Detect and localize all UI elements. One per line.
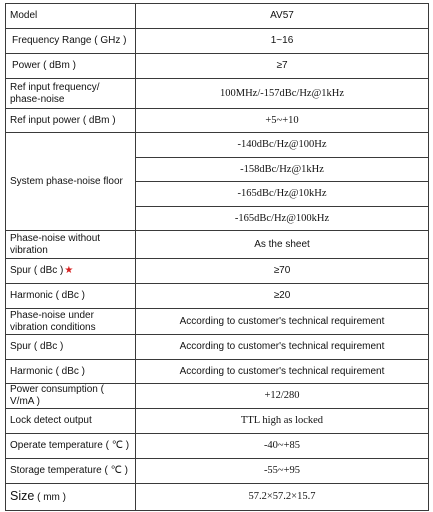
table-row-storage-temperature [6,459,429,484]
value-phase-noise-floor-1khz: -158dBc/Hz@1kHz [136,158,429,182]
table-row-ref-input-frequency [6,79,429,109]
spur-label-text: Spur ( dBc ) [10,265,64,276]
table-row-phase-noise-floor-1 [6,133,429,158]
size-label-text: Size [10,489,35,503]
star-icon: ★ [64,265,74,276]
table-row-harmonic [6,284,429,309]
value-phase-noise-under-vibration: According to customer's technical requirement [136,309,429,335]
label-power: Power ( dBm ) [6,54,136,79]
table-row-model [6,4,429,29]
label-lock-detect: Lock detect output [6,409,136,434]
value-model: AV57 [136,4,429,29]
label-frequency-range: Frequency Range ( GHz ) [6,29,136,54]
table-row-spur-vibration [6,335,429,360]
label-harmonic-vibration: Harmonic ( dBc ) [6,360,136,384]
value-size: 57.2×57.2×15.7 [136,484,429,511]
label-phase-noise-floor: System phase-noise floor [6,133,136,231]
spec-table [5,3,429,511]
label-power-consumption: Power consumption ( V/mA ) [6,384,136,409]
table-row-spur [6,259,429,284]
value-phase-noise-floor-10khz: -165dBc/Hz@10kHz [136,182,429,207]
table-row-operate-temperature [6,434,429,459]
size-unit-text: ( mm ) [34,492,66,503]
table-row-phase-noise-without-vibration [6,231,429,259]
value-ref-input-frequency: 100MHz/-157dBc/Hz@1kHz [136,79,429,109]
label-ref-input-frequency: Ref input frequency/ phase-noise [6,79,136,109]
table-row-power-consumption [6,384,429,409]
table-row-harmonic-vibration [6,360,429,384]
value-harmonic: ≥20 [136,284,429,309]
value-phase-noise-without-vibration: As the sheet [136,231,429,259]
value-phase-noise-floor-100hz: -140dBc/Hz@100Hz [136,133,429,158]
label-spur-vibration: Spur ( dBc ) [6,335,136,360]
label-phase-noise-under-vibration: Phase-noise under vibration conditions [6,309,136,335]
label-ref-input-power: Ref input power ( dBm ) [6,109,136,133]
value-ref-input-power: +5~+10 [136,109,429,133]
label-spur [6,259,136,284]
table-row-power [6,54,429,79]
value-spur: ≥70 [136,259,429,284]
table-row-lock-detect [6,409,429,434]
label-model: Model [6,4,136,29]
value-operate-temperature: -40~+85 [136,434,429,459]
value-frequency-range: 1~16 [136,29,429,54]
label-phase-noise-without-vibration: Phase-noise without vibration [6,231,136,259]
label-storage-temperature: Storage temperature ( ℃ ) [6,459,136,484]
value-phase-noise-floor-100khz: -165dBc/Hz@100kHz [136,207,429,231]
label-size [6,484,136,511]
label-operate-temperature: Operate temperature ( ℃ ) [6,434,136,459]
value-power-consumption: +12/280 [136,384,429,409]
value-harmonic-vibration: According to customer's technical requirement [136,360,429,384]
value-lock-detect: TTL high as locked [136,409,429,434]
table-row-size [6,484,429,511]
table-row-phase-noise-under-vibration [6,309,429,335]
value-spur-vibration: According to customer's technical requirement [136,335,429,360]
table-row-frequency-range [6,29,429,54]
label-harmonic: Harmonic ( dBc ) [6,284,136,309]
value-storage-temperature: -55~+95 [136,459,429,484]
value-power: ≥7 [136,54,429,79]
table-row-ref-input-power [6,109,429,133]
